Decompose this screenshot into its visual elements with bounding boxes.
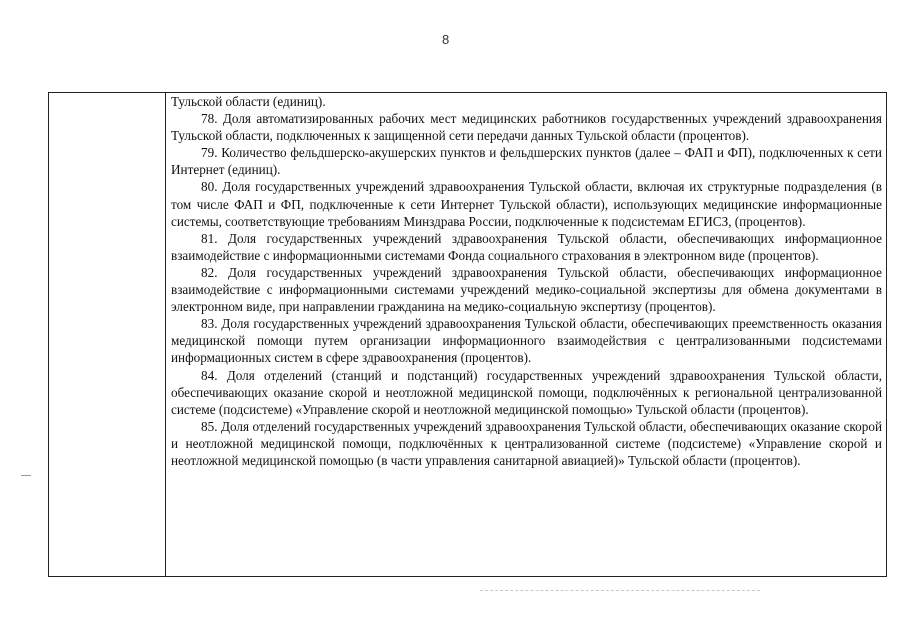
indicator-item-85: 85. Доля отделений государственных учреждений здравоохранения Тульской области, обеспечивающих оказание скорой и неотложной медицинской помощи, подключённых к централизованной системе (подсистеме) «Управление скорой и неотложной медицинской помощью (в части управления санитарной авиацией)» Тульской области (процентов). [171,418,882,468]
indicator-item-78: 78. Доля автоматизированных рабочих мест медицинских работников государственных учреждений здравоохранения Тульской области, подключенных к защищенной сети передачи данных Тульской области (процентов). [171,111,882,144]
indicator-item-81: 81. Доля государственных учреждений здравоохранения Тульской области, обеспечивающих информационное взаимодействие с информационными системами Фонда социального страхования в электронном виде (процентов). [171,230,882,263]
page-number: 8 [442,32,450,47]
paragraph-continuation: Тульской области (единиц). [171,94,326,109]
indicator-item-82: 82. Доля государственных учреждений здравоохранения Тульской области, обеспечивающих информационное взаимодействие с информационными системами учреждений медико-социальной экспертизы для обмена документами в электронном виде, при направлении гражданина на медико-социальную экспертизу (процентов). [171,264,882,315]
indicator-item-84: 84. Доля отделений (станций и подстанций) государственных учреждений здравоохранения Тульской области, обеспечивающих оказание скорой и неотложной медицинской помощи, подключённых к региональной централизованной системе (подсистеме) «Управление скорой и неотложной медицинской помощью» Тульской области (процентов). [171,367,882,417]
indicator-table [48,92,887,577]
margin-mark [21,475,31,476]
table-right-column [166,93,886,469]
indicator-item-80: 80. Доля государственных учреждений здравоохранения Тульской области, включая их структурные подразделения (в том числе ФАП и ФП, подключенные к сети Интернет Тульской области), использующих медицинские информационные системы, соответствующие требованиям Минздрава России, подключенные к подсистемам ЕГИСЗ, (процентов). [171,179,882,229]
table-left-column [49,93,166,576]
indicator-item-79: 79. Количество фельдшерско-акушерских пунктов и фельдшерских пунктов (далее – ФАП и ФП), подключенных к сети Интернет (единиц). [171,145,882,178]
indicator-item-83: 83. Доля государственных учреждений здравоохранения Тульской области, обеспечивающих преемственность оказания медицинской помощи путем организации информационного взаимодействия с централизованными подсистемами информационных систем в сфере здравоохранения (процентов). [171,316,882,366]
scan-artifact-line [480,590,760,592]
